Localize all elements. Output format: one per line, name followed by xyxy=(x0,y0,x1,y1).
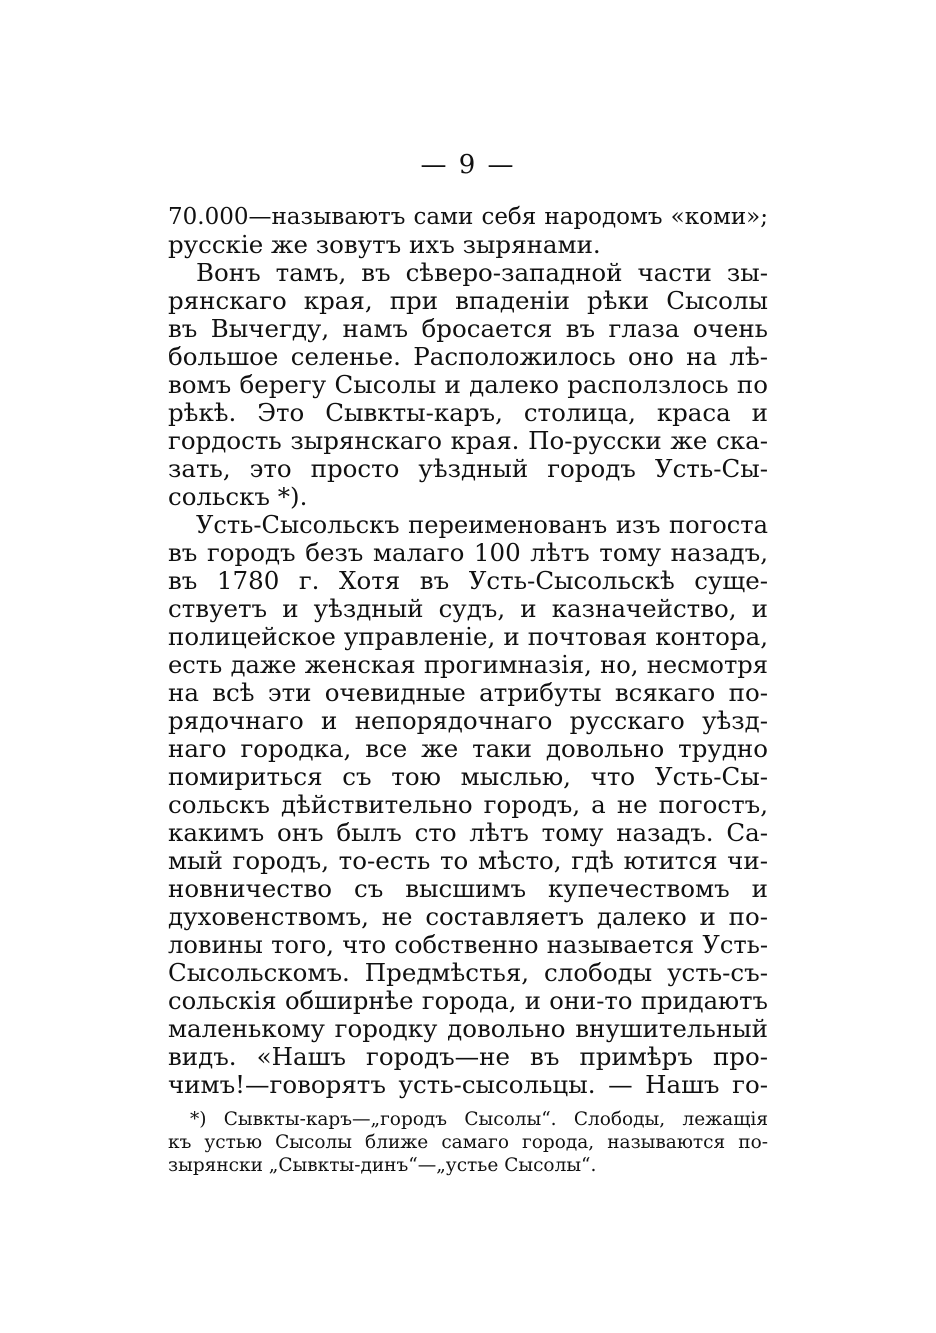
text-line: есть даже женская прогимназія, но, несмотря xyxy=(168,651,768,679)
text-line: помириться съ тою мыслью, что Усть-Сы- xyxy=(168,762,768,791)
text-line: рядочнаго и непорядочнаго русскаго уѣзд- xyxy=(168,706,768,735)
text-line: вомъ берегу Сысолы и далеко расползлось по xyxy=(168,370,768,399)
text-line: Сысольскомъ. Предмѣстья, слободы усть-съ- xyxy=(168,958,768,987)
text-line: Усть-Сысольскъ переименованъ изъ погоста xyxy=(196,511,768,539)
text-line: какимъ онъ былъ сто лѣтъ тому назадъ. Са- xyxy=(168,818,768,847)
text-line: зать, это просто уѣздный городъ Усть-Сы- xyxy=(168,454,768,483)
text-line: въ 1780 г. Хотя въ Усть-Сысольскѣ суще- xyxy=(168,566,768,595)
text-line: 70.000—называютъ сами себя народомъ «коми»; xyxy=(168,204,768,230)
text-line: Вонъ тамъ, въ сѣверо-западной части зы- xyxy=(196,258,768,287)
footnote-line: *) Сывкты-каръ—„городъ Сысолы“. Слободы, лежащія xyxy=(190,1109,768,1130)
text-line: маленькому городку довольно внушительный xyxy=(168,1014,768,1043)
text-line: духовенствомъ, не составляетъ далеко и по- xyxy=(168,902,768,931)
text-line: ловины того, что собственно называется Усть- xyxy=(168,931,768,959)
text-line: чимъ!—говорятъ усть-сысольцы. — Нашъ го- xyxy=(168,1070,768,1099)
text-line: новничество съ высшимъ купечествомъ и xyxy=(168,874,768,903)
text-line: на всѣ эти очевидные атрибуты всякаго по- xyxy=(168,678,768,707)
text-line: сольскъ *). xyxy=(168,482,308,511)
text-line: рѣкѣ. Это Сывкты-каръ, столица, краса и xyxy=(168,398,768,427)
text-line: рянскаго края, при впаденіи рѣки Сысолы xyxy=(168,286,768,315)
text-line: мый городъ, то-есть то мѣсто, гдѣ ютится чи- xyxy=(168,846,768,875)
page-number: — 9 — xyxy=(420,150,516,180)
footnote xyxy=(168,1108,768,1177)
text-line: видъ. «Нашъ городъ—не въ примѣръ про- xyxy=(168,1042,768,1071)
text-line: сольскъ дѣйствительно городъ, а не погостъ, xyxy=(168,790,768,819)
text-line: наго городка, все же таки довольно трудно xyxy=(168,734,768,763)
text-line: ствуетъ и уѣздный судъ, и казначейство, и xyxy=(168,594,768,623)
text-line: гордость зырянскаго края. По-русски же ска- xyxy=(168,426,768,455)
text-line: русскіе же зовутъ ихъ зырянами. xyxy=(168,230,601,259)
text-line: въ городъ безъ малаго 100 лѣтъ тому назадъ, xyxy=(168,538,768,567)
text-line: полицейское управленіе, и почтовая контора, xyxy=(168,622,768,651)
text-line: большое селенье. Расположилось оно на лѣ- xyxy=(168,342,768,371)
footnote-line: зырянски „Сывкты-динъ“—„устье Сысолы“. xyxy=(168,1155,597,1176)
text-line: въ Вычегду, намъ бросается въ глаза очень xyxy=(168,314,768,343)
text-line: сольскія обширнѣе города, и они-то придаютъ xyxy=(168,986,768,1015)
footnote-line: къ устью Сысолы ближе самаго города, называются по- xyxy=(168,1132,768,1153)
body-text xyxy=(168,203,768,1099)
